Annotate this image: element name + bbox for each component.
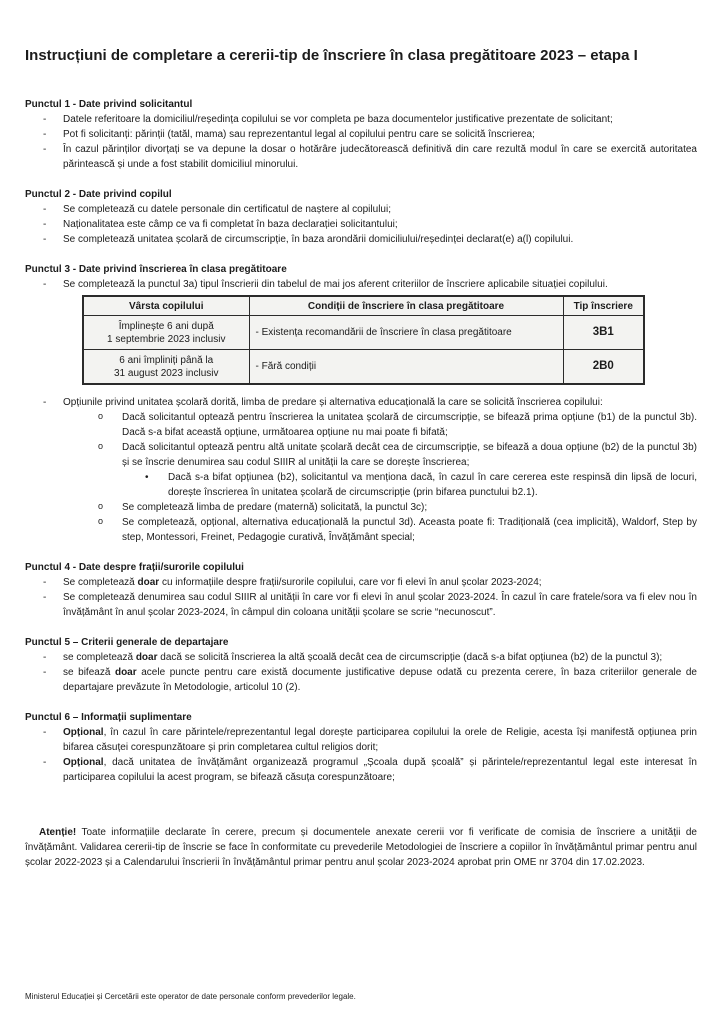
list-item (25, 590, 697, 620)
type-cell: 2B0 (563, 350, 644, 385)
text-run: 31 august 2023 inclusiv (113, 367, 219, 379)
section-punctul-4 (25, 560, 697, 620)
text-run: Dacă solicitantul optează pentru altă unitate școlară decât cea de circumscripție, se bifează a doua opțiune (b2) de la punctul 3b) și se înscrie denumirea sau codul SIIIR al unității la care se dorește înscrierea; (122, 442, 697, 468)
text-run: , în cazul în care părintele/reprezentantul legal dorește participarea copilului la orele de Religie, acesta își manifestă opțiunea prin bifarea căsuței corespunzătoare și prin completarea cultul religios dorit; (63, 727, 697, 753)
section-heading: Punctul 5 – Criterii generale de departajare (25, 637, 229, 648)
list-item (25, 665, 697, 695)
section-heading: Punctul 6 – Informații suplimentare (25, 712, 192, 723)
col-header-type: Tip înscriere (563, 296, 644, 316)
list-item (25, 500, 697, 515)
text-run-bold: Opțional (63, 727, 104, 738)
enrollment-table (82, 295, 645, 385)
text-run: Se completează limba de predare (maternă) solicitată, la punctul 3c); (122, 502, 428, 513)
list-item (25, 142, 697, 172)
list-item (25, 575, 697, 590)
text-run: Pot fi solicitanți: părinții (tatăl, mama) sau reprezentantul legal al copilului pentru care se solicită înscrierea; (63, 129, 535, 140)
table-header-row (83, 296, 644, 316)
text-run-bold: doar (114, 667, 137, 678)
list-item (25, 410, 697, 440)
text-run: 6 ani împliniți până la (119, 354, 214, 366)
col-header-conditions: Condiții de înscriere în clasa pregătitoare (249, 296, 563, 316)
text-run: Împlinește 6 ani după (118, 320, 214, 332)
attention-note (25, 825, 697, 870)
section-punctul-5 (25, 635, 697, 695)
section-punctul-3 (25, 262, 697, 545)
table-row (83, 316, 644, 350)
text-run: se bifează (63, 667, 115, 678)
text-run: Dacă s-a bifat opțiunea (b2), solicitantul va menționa dacă, în cazul în care cererea este respinsă din lipsă de locuri, dorește înscrierea în unitatea școlară de circumscripție (prin bifarea punctului b2.1). (168, 472, 697, 498)
bullet-list (25, 112, 697, 172)
text-run-bold: Atenție! (39, 827, 77, 838)
condition-cell: - Existența recomandării de înscriere în clasa pregătitoare (249, 316, 563, 350)
text-run-bold: doar (135, 652, 158, 663)
text-run: Opțiunile privind unitatea școlară dorită, limba de predare și alternativa educațională la care se solicită înscrierea copilului: (63, 397, 603, 408)
list-item (25, 127, 697, 142)
text-run: Se completează (63, 577, 138, 588)
bullet-list (25, 650, 697, 695)
table-row (83, 350, 644, 385)
list-item (25, 755, 697, 785)
options-list (25, 395, 697, 545)
footer-note: Ministerul Educației și Cercetării este operator de date personale conform prevederilor legale. (25, 992, 356, 1001)
text-run: Se completează, opțional, alternativa educațională la punctul 3d). Aceasta poate fi: Tradițională (cea implicită), Waldorf, Step by step, Montessori, Freinet, Pedagogie curativă, Învățământ special; (122, 517, 697, 543)
bullet-list (25, 725, 697, 785)
section-punctul-6 (25, 710, 697, 785)
bullet-list (25, 277, 697, 292)
list-item (25, 440, 697, 470)
text-run-bold: doar (137, 577, 160, 588)
text-run: Dacă solicitantul optează pentru înscrierea la unitatea școlară de circumscripție, se bifează prima opțiune (b1) de la punctul 3b). Dacă s-a bifat această opțiune, următoarea opțiune nu mai poate fi bifată; (122, 412, 697, 438)
page-title: Instrucțiuni de completare a cererii-tip de înscriere în clasa pregătitoare 2023 – etapa I (25, 47, 638, 64)
text-run-bold: Opțional (63, 757, 104, 768)
section-heading: Punctul 3 - Date privind înscrierea în clasa pregătitoare (25, 264, 287, 275)
list-item (25, 112, 697, 127)
type-cell: 3B1 (563, 316, 644, 350)
text-run: 1 septembrie 2023 inclusiv (107, 333, 226, 345)
text-run: Se completează denumirea sau codul SIIIR al unității în care vor fi elevi în anul școlar 2023-2024. În cazul în care fratele/sora va fi elev nou în învățământ în anul școlar 2023-2024, în câmpul din coloana unității școlare se scrie “necunoscut”. (63, 592, 697, 618)
section-punctul-1 (25, 97, 697, 172)
list-item (25, 470, 697, 500)
text-run: Se completează unitatea școlară de circumscripție, în baza arondării domiciliului/reședinței declarat(e) a(l) copilului. (63, 234, 574, 245)
list-item (25, 277, 697, 292)
section-heading: Punctul 1 - Date privind solicitantul (25, 99, 193, 110)
text-run: Se completează la punctul 3a) tipul înscrierii din tabelul de mai jos aferent criteriilor de înscriere aplicabile situației copilului. (63, 279, 608, 290)
text-run: cu informațiile despre frații/surorile copilului, care vor fi elevi în anul școlar 2023-2024; (159, 577, 542, 588)
text-run: acele puncte pentru care există documente justificative depuse odată cu prezenta cerere, în baza criteriilor generale de departajare prevăzute în Metodologie, articolul 10 (2). (63, 667, 697, 693)
section-heading: Punctul 4 - Date despre frații/surorile copilului (25, 562, 244, 573)
list-item (25, 202, 697, 217)
list-item (25, 650, 697, 665)
condition-cell: - Fără condiții (249, 350, 563, 385)
text-run: Toate informațiile declarate în cerere, precum și documentele anexate cererii vor fi verificate de comisia de înscriere a unității de învățământ. Validarea cererii-tip de înscrie se face în conformitate cu prevederile Metodologiei de înscriere a copiilor în învățământul primar pentru anul școlar 2022-2023 și a Calendarului înscrierii în învățământul primar pentru anul școlar 2023-2024 aprobat prin OME nr 3704 din 17.02.2023. (25, 827, 697, 868)
text-run: Datele referitoare la domiciliul/reședința copilului se vor completa pe baza documentelor justificative prezentate de solicitant; (63, 114, 613, 125)
text-run: se completează (63, 652, 136, 663)
list-item (25, 232, 697, 247)
section-punctul-2 (25, 187, 697, 247)
text-run: Se completează cu datele personale din certificatul de naștere al copilului; (63, 204, 391, 215)
text-run: Naționalitatea este câmp ce va fi completat în baza declarației solicitantului; (63, 219, 398, 230)
list-item (25, 217, 697, 232)
list-item (25, 515, 697, 545)
list-item (25, 725, 697, 755)
section-heading: Punctul 2 - Date privind copilul (25, 189, 172, 200)
text-run: În cazul părinților divorțați se va depune la dosar o hotărâre judecătorească definitivă din care rezultă modul în care se exercită autoritatea părintească și unde a fost stabilit domiciliul minorului. (63, 144, 697, 170)
bullet-list (25, 202, 697, 247)
age-cell (83, 316, 249, 350)
bullet-list (25, 575, 697, 620)
col-header-age: Vârsta copilului (83, 296, 249, 316)
text-run: , dacă unitatea de învățământ organizează programul „Școala după școală” și părintele/reprezentantul legal este interesat în participarea copilului la acest program, se bifează căsuța corespunzătoare; (63, 757, 697, 783)
age-cell (83, 350, 249, 385)
list-item (25, 395, 697, 410)
text-run: dacă se solicită înscrierea la altă școală decât cea de circumscripție (dacă s-a bifat opțiunea (b2) de la punctul 3); (157, 652, 663, 663)
